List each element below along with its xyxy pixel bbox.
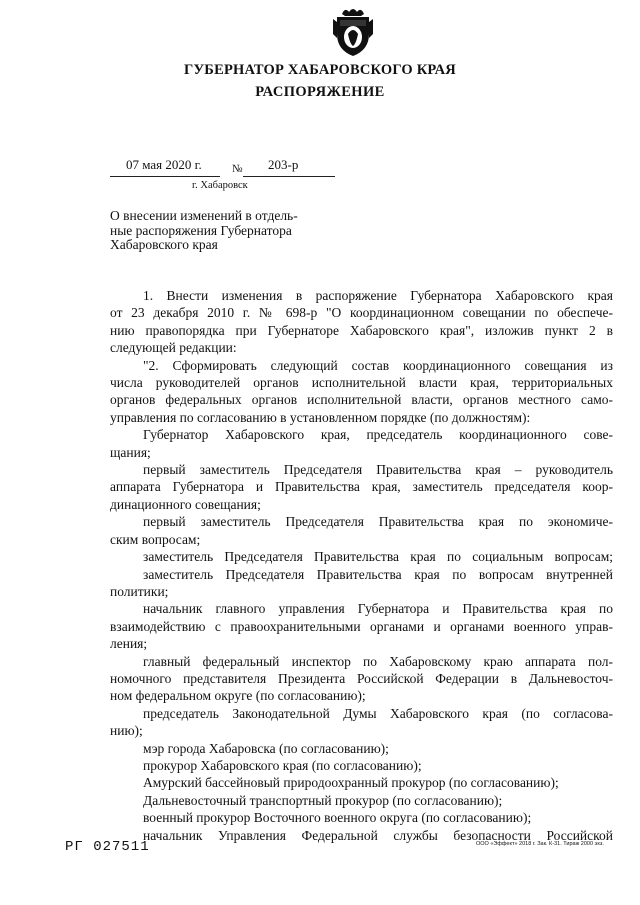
body-line: нию); — [110, 723, 143, 739]
date-underline — [110, 176, 220, 177]
document-number: 203-р — [268, 157, 299, 172]
subject-line: ные распоряжения Губернатора — [110, 222, 292, 238]
document-type: РАСПОРЯЖЕНИЕ — [255, 84, 385, 100]
body-line: номочного представителя Президента Российской Федерации в Дальневосточ- — [110, 670, 613, 686]
printer-imprint: ООО «Эффект» 2018 г. Зак. К-31. Тираж 2000 экз. — [476, 841, 604, 847]
body-line: председатель Законодательной Думы Хабаровского края (по согласова- — [143, 705, 613, 721]
subject-line: Хабаровского края — [110, 237, 218, 252]
body-line: Губернатор Хабаровского края, председатель координационного сове- — [143, 427, 613, 443]
body-line: от 23 декабря 2010 г. № 698-р "О координационном совещании по обеспече- — [110, 305, 613, 321]
body-line: первый заместитель Председателя Правительства края по экономиче- — [143, 514, 613, 530]
document-city: г. Хабаровск — [192, 180, 248, 191]
body-line: аппарата Губернатора и Правительства края, заместитель председателя коор- — [110, 479, 613, 495]
document-date: 07 мая 2020 г. — [126, 157, 202, 172]
body-line: мэр города Хабаровска (по согласованию); — [143, 740, 389, 756]
body-line: Амурский бассейновый природоохранный прокурор (по согласованию); — [143, 775, 559, 791]
khabarovsk-coat-of-arms-icon — [331, 4, 375, 58]
body-line: заместитель Председателя Правительства края по социальным вопросам; — [143, 549, 613, 565]
number-underline — [243, 176, 335, 177]
body-line: ном федеральном округе (по согласованию); — [110, 688, 366, 704]
body-line: щания; — [110, 444, 151, 460]
body-line: органов федеральных органов исполнительной власти, органов местного само- — [110, 392, 613, 408]
body-line: Дальневосточный транспортный прокурор (по согласованию); — [143, 792, 503, 808]
document-body — [110, 287, 613, 844]
body-line: управления по согласованию в установленном порядке (по должностям): — [110, 409, 531, 425]
document-subject — [110, 209, 330, 253]
body-line: ления; — [110, 636, 148, 652]
number-sign: № — [232, 163, 243, 175]
body-line: начальник Управления Федеральной службы безопасности Российской — [143, 827, 613, 843]
body-line: взаимодействию с правоохранительными органами и органами военного управ- — [110, 618, 613, 634]
body-line: первый заместитель Председателя Правительства края – руководитель — [143, 462, 613, 478]
body-line: нию правопорядка при Губернаторе Хабаровского края", изложив пункт 2 в — [110, 322, 613, 338]
body-line: числа руководителей органов исполнительной власти края, территориальных — [110, 375, 613, 391]
body-line: политики; — [110, 583, 169, 599]
body-line: военный прокурор Восточного военного округа (по согласованию); — [143, 810, 532, 826]
body-line: ским вопросам; — [110, 531, 201, 547]
organization-title: ГУБЕРНАТОР ХАБАРОВСКОГО КРАЯ — [184, 62, 456, 78]
body-line: 1. Внести изменения в распоряжение Губернатора Хабаровского края — [143, 288, 613, 303]
subject-line: О внесении изменений в отдель- — [110, 208, 298, 223]
body-line: заместитель Председателя Правительства края по вопросам внутренней — [143, 566, 613, 582]
form-serial-number: РГ 027511 — [65, 839, 150, 855]
body-line: динационного совещания; — [110, 496, 261, 512]
body-line: прокурор Хабаровского края (по согласованию); — [143, 757, 422, 773]
body-line: следующей редакции: — [110, 340, 237, 356]
body-line: начальник главного управления Губернатора и Правительства края по — [143, 601, 613, 617]
body-line: главный федеральный инспектор по Хабаровскому краю аппарата пол- — [143, 653, 613, 669]
body-line: "2. Сформировать следующий состав координационного совещания из — [143, 357, 613, 373]
